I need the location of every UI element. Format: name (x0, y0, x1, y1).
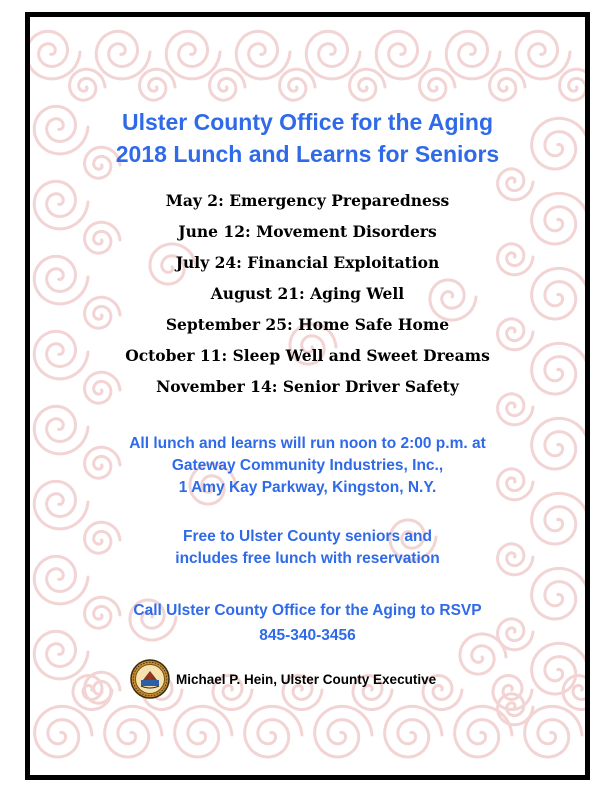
flyer-title-line-2: 2018 Lunch and Learns for Seniors (115, 141, 500, 167)
county-seal-icon (130, 659, 170, 699)
address-info: 1 Amy Kay Parkway, Kingston, N.Y. (178, 479, 437, 496)
cost-info-line-2: includes free lunch with reservation (175, 550, 440, 567)
flyer-title-line-1: Ulster County Office for the Aging (122, 109, 493, 135)
session-list (30, 190, 585, 407)
venue-info: Gateway Community Industries, Inc., (171, 457, 444, 474)
session-item: September 25: Home Safe Home (165, 315, 450, 334)
session-item: July 24: Financial Exploitation (175, 253, 440, 272)
session-item: October 11: Sleep Well and Sweet Dreams (125, 346, 490, 365)
session-item: November 14: Senior Driver Safety (156, 377, 459, 396)
footer (130, 657, 436, 701)
time-info: All lunch and learns will run noon to 2:00 p.m. at (129, 435, 486, 452)
county-executive-name: Michael P. Hein, Ulster County Executive (176, 671, 437, 687)
session-item: August 21: Aging Well (210, 284, 405, 303)
flyer-content (30, 17, 585, 775)
session-item: June 12: Movement Disorders (178, 222, 437, 241)
rsvp-phone: 845-340-3456 (259, 627, 356, 644)
rsvp-instruction: Call Ulster County Office for the Aging to RSVP (133, 602, 482, 619)
session-item: May 2: Emergency Preparedness (165, 191, 450, 210)
flyer-frame (25, 12, 590, 780)
cost-info-line-1: Free to Ulster County seniors and (183, 528, 432, 545)
